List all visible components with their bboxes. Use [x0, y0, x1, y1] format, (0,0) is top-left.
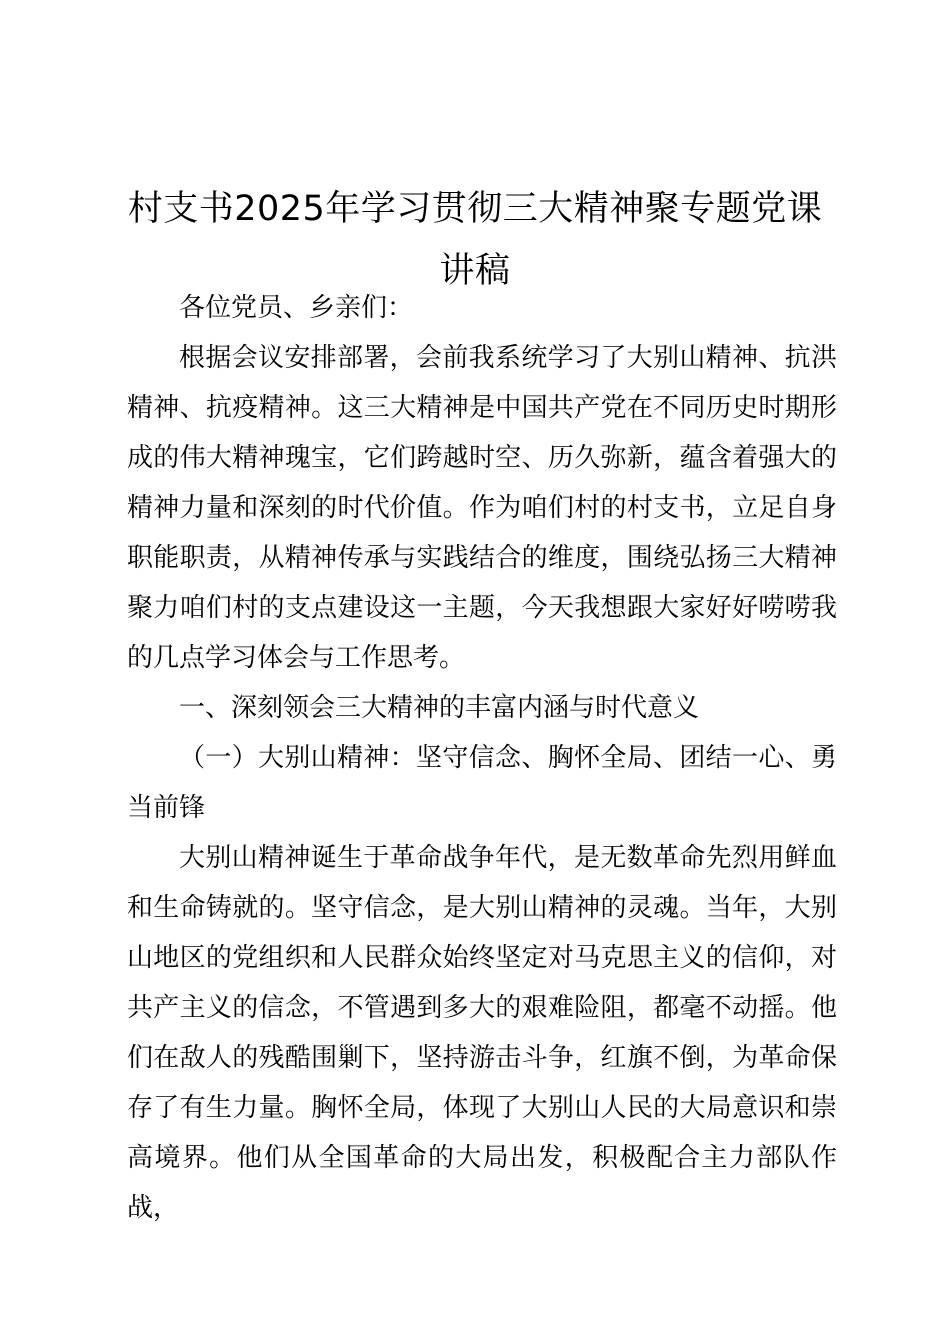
salutation-paragraph: 各位党员、乡亲们：	[179, 293, 414, 323]
subsection-heading-1: （一）大别山精神：坚守信念、胸怀全局、团结一心、勇当前锋	[127, 743, 837, 823]
intro-paragraph: 根据会议安排部署，会前我系统学习了大别山精神、抗洪精神、抗疫精神。这三大精神是中国共产党在不同历史时期形成的伟大精神瑰宝，它们跨越时空、历久弥新，蕴含着强大的精神力量和深刻的时代价值。作为咱们村的村支书，立足自身职能职责，从精神传承与实践结合的维度，围绕弘扬三大精神聚力咱们村的支点建设这一主题，今天我想跟大家好好唠唠我的几点学习体会与工作思考。	[127, 343, 837, 673]
document-body	[127, 283, 837, 1233]
document-title: 村支书2025年学习贯彻三大精神聚专题党课讲稿	[127, 189, 823, 291]
body-paragraph: 大别山精神诞生于革命战争年代，是无数革命先烈用鲜血和生命铸就的。坚守信念，是大别山精神的灵魂。当年，大别山地区的党组织和人民群众始终坚定对马克思主义的信仰，对共产主义的信念，不管遇到多大的艰难险阻，都毫不动摇。他们在敌人的残酷围剿下，坚持游击斗争，红旗不倒，为革命保存了有生力量。胸怀全局，体现了大别山人民的大局意识和崇高境界。他们从全国革命的大局出发，积极配合主力部队作战，	[127, 843, 837, 1223]
section-heading-1: 一、深刻领会三大精神的丰富内涵与时代意义	[179, 693, 700, 723]
